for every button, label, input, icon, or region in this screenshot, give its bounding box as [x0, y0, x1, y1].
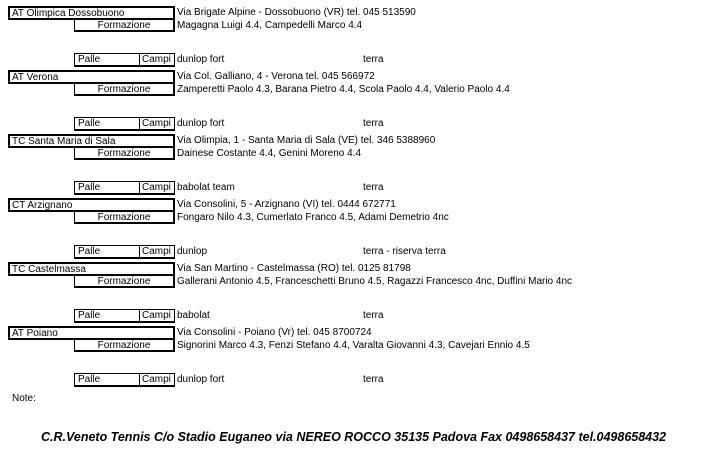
club-entry	[0, 262, 716, 324]
formazione-label: Formazione	[74, 19, 175, 32]
campi-label: Campi	[139, 309, 175, 323]
club-players: Zamperetti Paolo 4.3, Barana Pietro 4.4, Scola Paolo 4.4, Valerio Paolo 4.4	[177, 84, 510, 95]
club-players: Dainese Costante 4.4, Genini Moreno 4.4	[177, 148, 361, 159]
club-address: Via Brigate Alpine - Dossobuono (VR) tel. 045 513590	[177, 7, 416, 18]
formazione-label: Formazione	[74, 147, 175, 160]
campi-label: Campi	[139, 53, 175, 67]
campi-label: Campi	[139, 117, 175, 131]
club-players: Fongaro Nilo 4.3, Cumerlato Franco 4.5, Adami Demetrio 4nc	[177, 212, 449, 223]
palle-label: Palle	[74, 309, 140, 323]
formazione-label: Formazione	[74, 83, 175, 96]
club-balls: babolat	[177, 310, 210, 321]
club-entry	[0, 70, 716, 132]
formazione-label: Formazione	[74, 275, 175, 288]
club-entry	[0, 326, 716, 388]
campi-label: Campi	[139, 181, 175, 195]
club-players: Magagna Luigi 4.4, Campedelli Marco 4.4	[177, 20, 363, 31]
campi-label: Campi	[139, 373, 175, 387]
club-court: terra	[363, 54, 384, 65]
formazione-label: Formazione	[74, 339, 175, 352]
club-players: Signorini Marco 4.3, Fenzi Stefano 4.4, Varalta Giovanni 4.3, Cavejari Ennio 4.5	[177, 340, 530, 351]
club-address: Via Olimpia, 1 - Santa Maria di Sala (VE) tel. 346 5388960	[177, 135, 436, 146]
palle-label: Palle	[74, 245, 140, 259]
club-court: terra	[363, 118, 384, 129]
club-address: Via Col. Galliano, 4 - Verona tel. 045 566972	[177, 71, 375, 82]
note-label: Note:	[12, 393, 36, 404]
palle-label: Palle	[74, 181, 140, 195]
club-court: terra	[363, 182, 384, 193]
campi-label: Campi	[139, 245, 175, 259]
club-entry	[0, 134, 716, 196]
club-court: terra	[363, 374, 384, 385]
club-entry	[0, 6, 716, 68]
palle-label: Palle	[74, 53, 140, 67]
palle-label: Palle	[74, 373, 140, 387]
palle-label: Palle	[74, 117, 140, 131]
club-name: TC Santa Maria di Sala	[8, 134, 175, 148]
club-balls: dunlop	[177, 246, 208, 257]
club-name: TC Castelmassa	[8, 262, 175, 276]
club-players: Gallerani Antonio 4.5, Franceschetti Bruno 4.5, Ragazzi Francesco 4nc, Duffini Mario 4nc	[177, 276, 573, 287]
club-balls: dunlop fort	[177, 118, 225, 129]
club-address: Via Consolini, 5 - Arzignano (VI) tel. 0444 672771	[177, 199, 396, 210]
club-balls: babolat team	[177, 182, 235, 193]
footer-contact: C.R.Veneto Tennis C/o Stadio Euganeo via NEREO ROCCO 35135 Padova Fax 0498658437 tel.0498658432	[41, 430, 667, 444]
club-name: AT Poiano	[8, 326, 175, 340]
club-name: AT Verona	[8, 70, 175, 84]
club-court: terra - riserva terra	[363, 246, 446, 257]
club-address: Via San Martino - Castelmassa (RO) tel. 0125 81798	[177, 263, 411, 274]
formazione-label: Formazione	[74, 211, 175, 224]
club-balls: dunlop fort	[177, 374, 225, 385]
club-name: CT Arzignano	[8, 198, 175, 212]
club-name: AT Olimpica Dossobuono	[8, 6, 175, 20]
club-court: terra	[363, 310, 384, 321]
club-entry	[0, 198, 716, 260]
club-balls: dunlop fort	[177, 54, 225, 65]
club-address: Via Consolini - Poiano (Vr) tel. 045 8700724	[177, 327, 372, 338]
